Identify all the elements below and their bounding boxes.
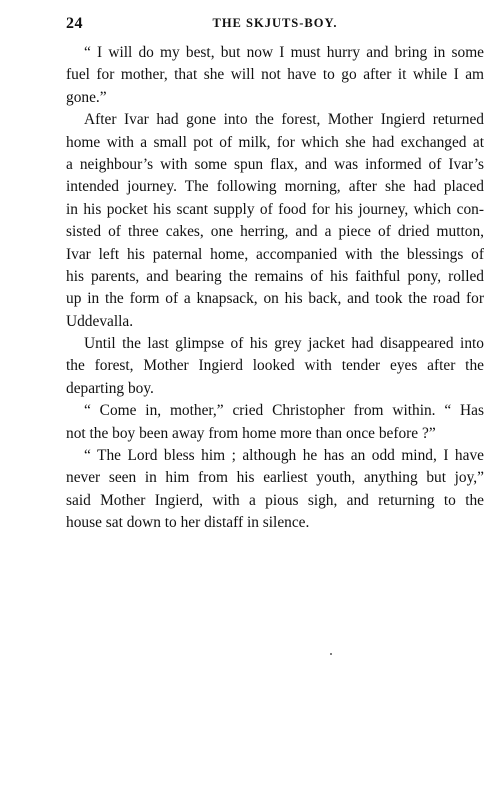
text-line: gone.” — [66, 88, 107, 106]
text-line: Ivar left his paternal home, accompanied with the blessings of — [66, 245, 484, 263]
text-line: Until the last glimpse of his grey jacket had disappeared into — [84, 335, 484, 353]
paragraph-4 — [66, 400, 484, 445]
text-line: Uddevalla. — [66, 312, 134, 330]
text-line: sisted of three cakes, one herring, and a piece of dried mutton, — [66, 223, 484, 241]
paragraph-5 — [66, 445, 484, 535]
text-line: not the boy been away from home more than once before ?” — [66, 424, 436, 442]
print-speck — [330, 653, 332, 655]
paragraph-3 — [66, 333, 484, 400]
text-line: intended journey. The following morning, after she had placed — [66, 178, 484, 196]
text-line: house sat down to her distaff in silence. — [66, 514, 310, 532]
text-line: departing boy. — [66, 379, 154, 397]
paragraph-1 — [66, 42, 484, 109]
text-line: said Mother Ingierd, with a pious sigh, and returning to the — [66, 491, 484, 509]
body-text — [66, 42, 484, 535]
text-line: “ Come in, mother,” cried Christopher from within. “ Has — [84, 402, 484, 420]
paragraph-2 — [66, 109, 484, 333]
text-line: his parents, and bearing the remains of his faithful pony, rolled — [66, 267, 484, 285]
text-line: “ I will do my best, but now I must hurry and bring in some — [84, 44, 484, 61]
text-line: fuel for mother, that she will not have to go after it while I am — [66, 66, 484, 84]
running-title: THE SKJUTS-BOY. — [212, 16, 338, 30]
text-line: a neighbour’s with some spun flax, and was informed of Ivar’s — [66, 155, 484, 173]
text-line: home with a small pot of milk, for which she had exchanged at — [66, 133, 484, 151]
text-line: “ The Lord bless him ; although he has an odd mind, I have — [84, 447, 484, 465]
running-head — [66, 15, 484, 35]
text-line: up in the form of a knapsack, on his back, and took the road for — [66, 290, 484, 308]
text-line: never seen in him from his earliest youth, anything but joy,” — [66, 469, 484, 487]
text-line: After Ivar had gone into the forest, Mother Ingierd returned — [84, 111, 484, 129]
text-line: in his pocket his scant supply of food for his journey, which con- — [66, 200, 484, 218]
text-line: the forest, Mother Ingierd looked with tender eyes after the — [66, 357, 484, 375]
page-number: 24 — [66, 15, 83, 32]
